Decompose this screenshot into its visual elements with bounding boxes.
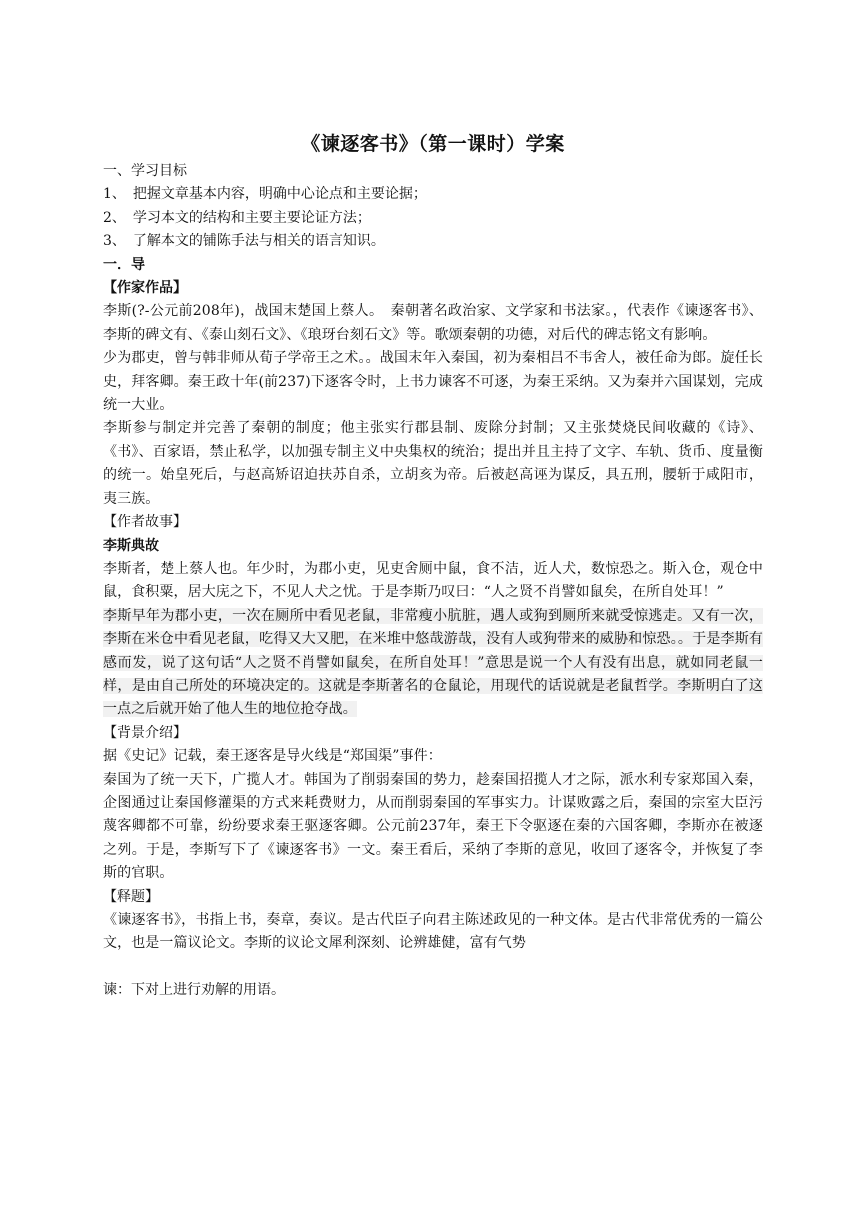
title-explain-paragraph-1: 《谏逐客书》，书指上书，奏章，奏议。是古代臣子向君主陈述政见的一种文体。是古代非常优秀的一篇公文，也是一篇议论文。李斯的议论文犀利深刻、论辨雄健，富有气势 [103, 912, 763, 952]
background-paragraph-1: 据《史记》记载，秦王逐客是导火线是“郑国渠”事件： [103, 748, 442, 765]
background-paragraph-2: 秦国为了统一天下，广揽人才。韩国为了削弱秦国的势力，趁秦国招揽人才之际，派水利专家郑国入秦，企图通过让秦国修灌渠的方式来耗费财力，从而削弱秦国的军事实力。计谋败露之后，秦国的宗室大臣污蔑客卿都不可靠，纷纷要求秦王驱逐客卿。公元前237年，秦王下令驱逐在秦的六国客卿，李斯亦在被逐之列。于是，李斯写下了《谏逐客书》一文。秦王看后，采纳了李斯的意见，收回了逐客令，并恢复了李斯的官职。 [103, 771, 763, 882]
page-title: 《谏逐客书》（第一课时）学案 [301, 133, 565, 155]
author-story-paragraph-1: 李斯者，楚上蔡人也。年少时，为郡小吏，见吏舍厕中鼠，食不洁，近人犬，数惊恐之。斯入仓，观仓中鼠，食积粟，居大庑之下，不见人犬之忧。于是李斯乃叹曰：“人之贤不肖譬如鼠矣，在所自处耳！” [103, 560, 763, 601]
author-story-heading: 【作者故事】 [103, 514, 187, 531]
title-explain-note: 谏：下对上进行劝解的用语。 [103, 981, 285, 998]
objective-item-1: 1、 把握文章基本内容，明确中心论点和主要论据； [103, 186, 427, 203]
objective-item-3: 3、 了解本文的铺陈手法与相关的语言知识。 [103, 233, 385, 250]
blank-line [103, 956, 763, 979]
document-page [103, 128, 763, 1002]
objective-item-2: 2、 学习本文的结构和主要主要论证方法； [103, 209, 371, 226]
author-story-section [103, 511, 763, 722]
author-works-section [103, 277, 763, 511]
background-heading: 【背景介绍】 [103, 724, 187, 741]
guide-heading: 一．导 [103, 256, 145, 273]
author-works-paragraph-3: 李斯参与制定并完善了秦朝的制度；他主张实行郡县制、废除分封制；又主张焚烧民间收藏的《诗》、《书》、百家语，禁止私学，以加强专制主义中央集权的统治；提出并且主持了文字、车轨、货币、度量衡的统一。始皇死后，与赵高矫诏迫扶苏自杀，立胡亥为帝。后被赵高诬为谋反，具五刑，腰斩于咸阳市，夷三族。 [103, 420, 763, 507]
title-explain-section [103, 886, 763, 1003]
author-story-subheading: 李斯典故 [103, 537, 159, 554]
author-works-heading: 【作家作品】 [103, 280, 187, 297]
objectives-heading: 一、学习目标 [103, 163, 187, 179]
objectives-section [103, 160, 763, 254]
author-works-paragraph-1: 李斯(?-公元前208年)，战国末楚国上蔡人。 秦朝著名政治家、文学家和书法家。，代表作《谏逐客书》、李斯的碑文有、《泰山刻石文》、《琅玡台刻石文》等。歌颂秦朝的功德，对后代的碑志铭文有影响。 [103, 303, 763, 343]
author-works-paragraph-2: 少为郡吏，曾与韩非师从荀子学帝王之术。。战国末年入秦国，初为秦相吕不韦舍人，被任命为郎。旋任长史，拜客卿。秦王政十年(前237)下逐客令时，上书力谏客不可逐，为秦王采纳。又为秦并六国谋划，完成统一大业。 [103, 350, 763, 414]
author-story-paragraph-2-text: 李斯早年为郡小吏，一次在厕所中看见老鼠，非常瘦小肮脏，遇人或狗到厕所来就受惊逃走。又有一次，李斯在米仓中看见老鼠，吃得又大又肥，在米堆中悠哉游哉，没有人或狗带来的威胁和惊恐。。于是李斯有感而发，说了这句话“人之贤不肖譬如鼠矣，在所自处耳！”意思是说一个人有没有出息，就如同老鼠一样，是由自己所处的环境决定的。这就是李斯著名的仓鼠论，用现代的话说就是老鼠哲学。李斯明白了这一点之后就开始了他人生的地位抢夺战。 [103, 607, 763, 718]
background-section [103, 722, 763, 886]
title-explain-heading: 【释题】 [103, 888, 159, 905]
author-story-paragraph-2 [103, 605, 763, 722]
